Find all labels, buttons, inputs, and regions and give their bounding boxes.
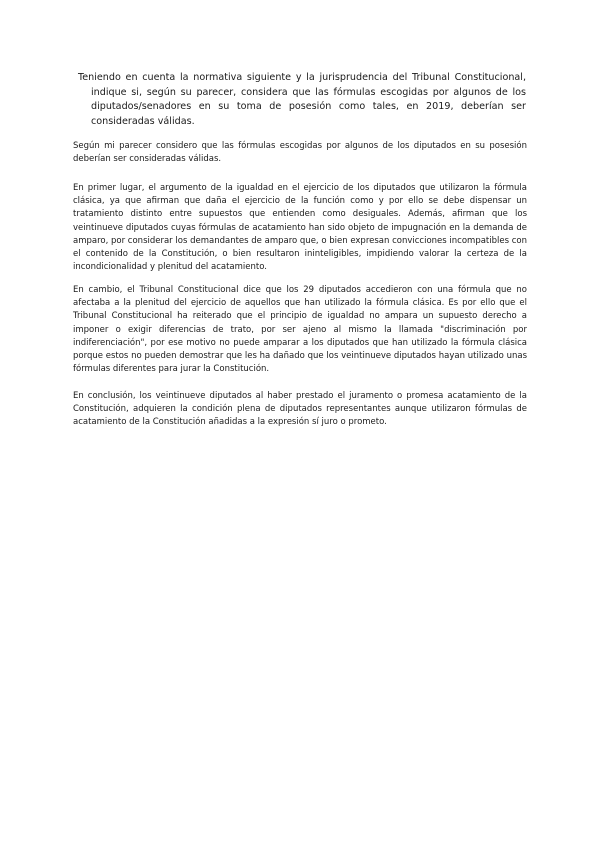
question-text: Teniendo en cuenta la normativa siguiente y la jurisprudencia del Tribunal Constitucional, indique si, según su parecer, considera que las fórmulas escogidas por algunos de los diputados/senadores en su toma de posesión como tales, en 2019, deberían ser consideradas válidas.: [78, 72, 526, 128]
question-prompt: [78, 71, 526, 130]
answer-paragraph-constitutional-court: En cambio, el Tribunal Constitucional dice que los 29 diputados accedieron con una fórmula que no afectaba a la plenitud del ejercicio de aquellos que han utilizado la fórmula clásica. Es por ello que el Tribunal Constitucional ha reiterado que el principio de igualdad no ampara un supuesto derecho a imponer o exigir diferencias de trato, por ser ajeno al mismo la llamada "discriminación por indiferenciación", por ese motivo no puede amparar a los diputados que han utilizado la fórmula clásica porque estos no pueden demostrar que les ha dañado que los veintinueve diputados hayan utilizado unas fórmulas diferentes para jurar la Constitución.: [73, 285, 527, 375]
answer-intro-paragraph: Según mi parecer considero que las fórmulas escogidas por algunos de los diputados en su posesión deberían ser consideradas válidas.: [73, 141, 527, 165]
answer-paragraph-conclusion: En conclusión, los veintinueve diputados al haber prestado el juramento o promesa acatamiento de la Constitución, adquieren la condición plena de diputados representantes aunque utilizaron fórmulas de acatamiento de la Constitución añadidas a la expresión sí juro o prometo.: [73, 391, 527, 428]
answer-paragraph-first-argument: En primer lugar, el argumento de la igualdad en el ejercicio de los diputados que utilizaron la fórmula clásica, ya que afirman que daña el ejercicio de la función como y por ello se debe dispensar un tratamiento distinto entre supuestos que entienden como desiguales. Además, afirman que los veintinueve diputados cuyas fórmulas de acatamiento han sido objeto de impugnación en la demanda de amparo, por considerar los demandantes de amparo que, o bien expresan convicciones incompatibles con el contenido de la Constitución, o bien resultaron ininteligibles, impidiendo valorar la certeza de la incondicionalidad y plenitud del acatamiento.: [73, 183, 527, 273]
